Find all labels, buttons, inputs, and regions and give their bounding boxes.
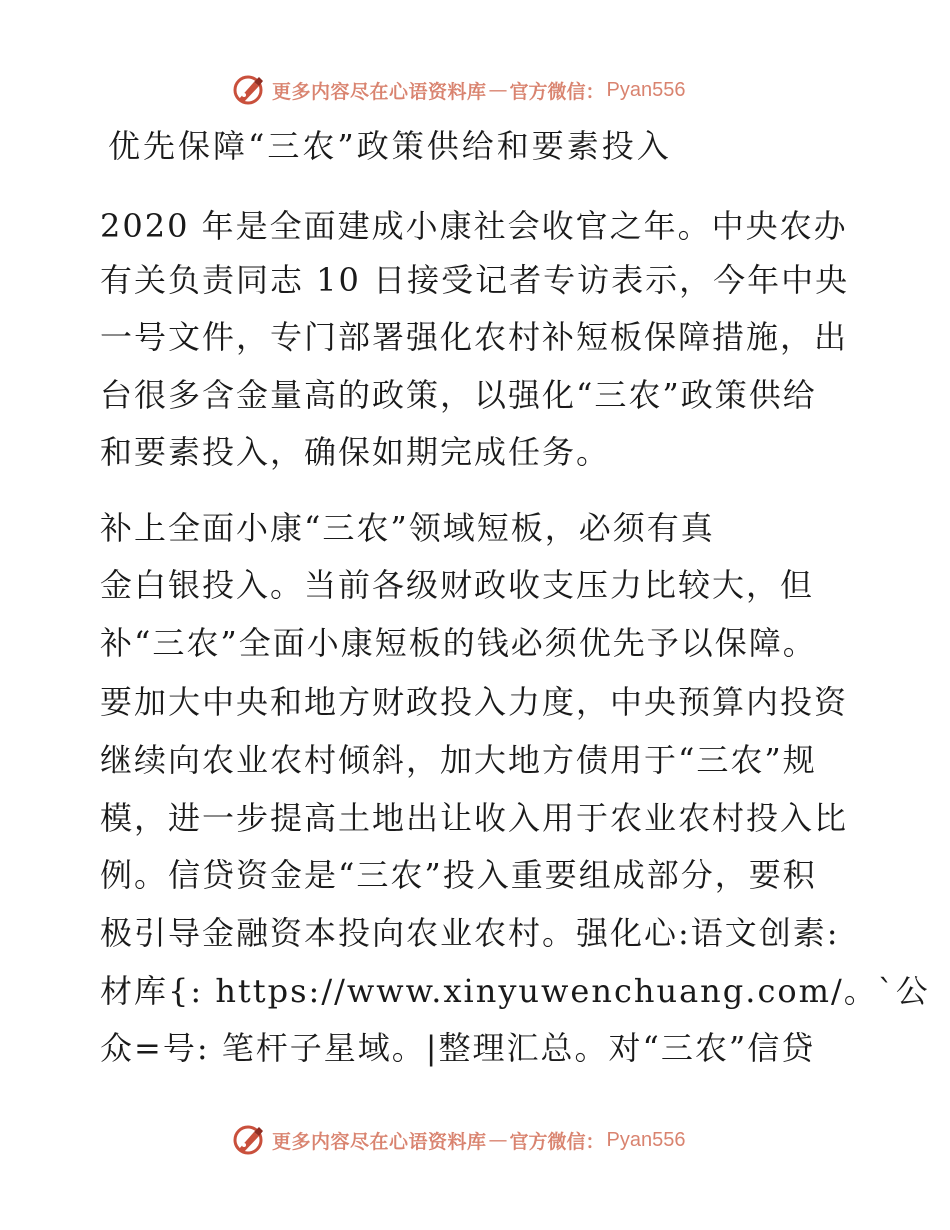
- paragraph2-line-8: 极引导金融资本投向农业农村。强化心:语文创素:: [100, 914, 840, 952]
- watermark-label: 官方微信：: [509, 1130, 605, 1153]
- header-watermark: [232, 72, 686, 108]
- paragraph1-line-5: 和要素投入，确保如期完成任务。: [100, 433, 611, 471]
- paragraph2-line-6: 模，进一步提高土地出让收入用于农业农村投入比: [100, 799, 849, 837]
- watermark-text: 更多内容尽在心语资料库: [272, 1130, 487, 1153]
- pen-logo-icon: [232, 1123, 266, 1157]
- document-title: 优先保障“三农”政策供给和要素投入: [108, 127, 672, 165]
- paragraph2-line-5: 继续向农业农村倾斜，加大地方债用于“三农”规: [100, 741, 817, 779]
- paragraph1-line-3: 一号文件，专门部署强化农村补短板保障措施，出: [100, 318, 849, 356]
- watermark-separator: —: [488, 79, 508, 101]
- watermark-id: Pyan556: [606, 1128, 686, 1151]
- paragraph2-line-4: 要加大中央和地方财政投入力度，中央预算内投资: [100, 683, 849, 721]
- pen-logo-icon: [232, 73, 266, 107]
- paragraph1-line-2: 有关负责同志 10 日接受记者专访表示，今年中央: [100, 261, 850, 299]
- paragraph2-line-2: 金白银投入。当前各级财政收支压力比较大，但: [100, 566, 815, 604]
- paragraph2-line-10: 众=号: 笔杆子星域。|整理汇总。对“三农”信贷: [100, 1029, 816, 1067]
- paragraph2-line-7: 例。信贷资金是“三农”投入重要组成部分，要积: [100, 856, 817, 894]
- watermark-separator: —: [488, 1129, 508, 1151]
- paragraph2-line-3: 补“三农”全面小康短板的钱必须优先予以保障。: [100, 624, 817, 662]
- paragraph1-line-1: 2020 年是全面建成小康社会收官之年。中央农办: [100, 207, 848, 245]
- paragraph2-line-9: 材库{: https://www.xinyuwenchuang.com/。`公: [100, 972, 930, 1010]
- watermark-id: Pyan556: [606, 78, 686, 101]
- watermark-text: 更多内容尽在心语资料库: [272, 80, 487, 103]
- paragraph2-line-1: 补上全面小康“三农”领域短板，必须有真: [100, 509, 715, 547]
- watermark-label: 官方微信：: [509, 80, 605, 103]
- footer-watermark: [232, 1122, 686, 1158]
- paragraph1-line-4: 台很多含金量高的政策，以强化“三农”政策供给: [100, 376, 817, 414]
